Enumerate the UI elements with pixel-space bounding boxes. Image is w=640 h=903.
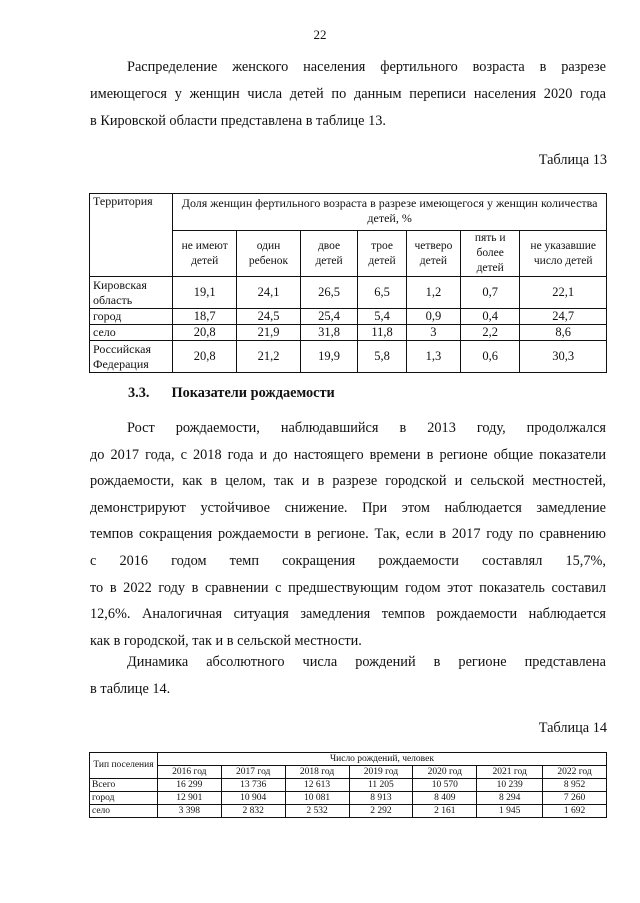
table14-row-label: город xyxy=(90,792,158,805)
table13-cell: 18,7 xyxy=(173,309,237,325)
table14-caption: Таблица 14 xyxy=(538,720,607,736)
table14 xyxy=(89,752,607,818)
body-paragraph xyxy=(90,415,606,654)
table13-col-header: четверо детей xyxy=(406,231,460,277)
table13-cell: 0,4 xyxy=(460,309,519,325)
table13 xyxy=(89,193,607,373)
text-line: Рост рождаемости, наблюдавшийся в 2013 году, продолжался xyxy=(127,420,606,436)
table14-cell: 8 294 xyxy=(477,792,543,805)
dynamics-paragraph xyxy=(90,649,606,703)
table13-cell: 31,8 xyxy=(300,325,357,341)
text-line: Динамика абсолютного числа рождений в регионе представлена xyxy=(127,654,606,670)
table13-col-header: не имеют детей xyxy=(173,231,237,277)
table14-row-label: Всего xyxy=(90,779,158,792)
table13-cell: 19,9 xyxy=(300,341,357,373)
table13-territory: Кировская область xyxy=(90,277,173,309)
table14-year-header: 2018 год xyxy=(285,766,349,779)
table14-cell: 2 532 xyxy=(285,805,349,818)
table-row xyxy=(90,341,607,373)
table14-cell: 16 299 xyxy=(157,779,221,792)
text-line: темпов сокращения рождаемости в регионе. Так, если в 2017 году по сравнению xyxy=(90,526,606,543)
table-row xyxy=(90,309,607,325)
table13-territory: село xyxy=(90,325,173,341)
table14-cell: 7 260 xyxy=(543,792,607,805)
table14-cell: 8 913 xyxy=(349,792,413,805)
table13-cell: 8,6 xyxy=(520,325,607,341)
table14-row-label: село xyxy=(90,805,158,818)
table13-cell: 24,1 xyxy=(237,277,301,309)
table14-cell: 11 205 xyxy=(349,779,413,792)
table13-col-header: двое детей xyxy=(300,231,357,277)
table14-cell: 1 692 xyxy=(543,805,607,818)
table13-cell: 24,7 xyxy=(520,309,607,325)
table13-cell: 21,9 xyxy=(237,325,301,341)
text-line: имеющегося у женщин числа детей по данным переписи населения 2020 года xyxy=(90,86,606,102)
table-row xyxy=(90,325,607,341)
text-line: демонстрируют устойчивое снижение. При этом наблюдается замедление xyxy=(90,499,606,516)
table13-cell: 22,1 xyxy=(520,277,607,309)
table14-cell: 1 945 xyxy=(477,805,543,818)
table14-cell: 10 081 xyxy=(285,792,349,805)
table13-cell: 25,4 xyxy=(300,309,357,325)
text-line: в таблице 14. xyxy=(90,681,171,697)
table14-cell: 10 570 xyxy=(413,779,477,792)
table13-cell: 26,5 xyxy=(300,277,357,309)
table13-cell: 20,8 xyxy=(173,325,237,341)
table14-year-header: 2020 год xyxy=(413,766,477,779)
section-title: Показатели рождаемости xyxy=(171,385,335,401)
table14-cell: 3 398 xyxy=(157,805,221,818)
table14-type-header: Тип поселения xyxy=(90,753,158,779)
section-number: 3.3. xyxy=(128,385,150,401)
table13-cell: 19,1 xyxy=(173,277,237,309)
table14-year-header: 2022 год xyxy=(543,766,607,779)
table13-cell: 1,2 xyxy=(406,277,460,309)
table13-cell: 11,8 xyxy=(358,325,407,341)
table-row xyxy=(90,792,607,805)
table13-cell: 21,2 xyxy=(237,341,301,373)
table13-cell: 6,5 xyxy=(358,277,407,309)
table14-year-header: 2021 год xyxy=(477,766,543,779)
section-heading xyxy=(128,385,335,402)
table13-col-header: трое детей xyxy=(358,231,407,277)
table14-cell: 2 161 xyxy=(413,805,477,818)
text-line: как в городской, так и в сельской местности. xyxy=(90,632,362,649)
text-line: рождаемости, как в целом, так и в разрезе городской и сельской местностей, xyxy=(90,473,606,490)
table13-cell: 30,3 xyxy=(520,341,607,373)
table14-cell: 12 613 xyxy=(285,779,349,792)
text-line: Распределение женского населения фертильного возраста в разрезе xyxy=(127,59,606,75)
table13-territory: город xyxy=(90,309,173,325)
page-number: 22 xyxy=(313,27,327,42)
table-row xyxy=(90,277,607,309)
table13-cell: 0,7 xyxy=(460,277,519,309)
text-line: в Кировской области представлена в таблице 13. xyxy=(90,113,386,129)
table-row xyxy=(90,805,607,818)
table14-cell: 2 292 xyxy=(349,805,413,818)
table13-cell: 0,9 xyxy=(406,309,460,325)
table13-cell: 0,6 xyxy=(460,341,519,373)
table14-cell: 2 832 xyxy=(221,805,285,818)
table13-cell: 5,8 xyxy=(358,341,407,373)
table14-cell: 10 904 xyxy=(221,792,285,805)
table13-cell: 20,8 xyxy=(173,341,237,373)
table13-group-header: Доля женщин фертильного возраста в разрезе имеющегося у женщин количества детей, % xyxy=(173,194,607,231)
intro-paragraph xyxy=(90,54,606,135)
table14-cell: 13 736 xyxy=(221,779,285,792)
table14-cell: 12 901 xyxy=(157,792,221,805)
table13-territory: Российская Федерация xyxy=(90,341,173,373)
table14-group-header: Число рождений, человек xyxy=(157,753,606,766)
table13-cell: 5,4 xyxy=(358,309,407,325)
table13-caption: Таблица 13 xyxy=(538,152,607,168)
table13-cell: 3 xyxy=(406,325,460,341)
table14-year-header: 2016 год xyxy=(157,766,221,779)
text-line: до 2017 года, с 2018 года и до настоящего времени в регионе общие показатели xyxy=(90,446,606,463)
table13-col-header: один ребенок xyxy=(237,231,301,277)
table13-cell: 24,5 xyxy=(237,309,301,325)
text-line: 12,6%. Аналогичная ситуация замедления темпов рождаемости наблюдается xyxy=(90,606,606,623)
table14-year-header: 2017 год xyxy=(221,766,285,779)
table13-col-header: не указавшие число детей xyxy=(520,231,607,277)
table14-year-header: 2019 год xyxy=(349,766,413,779)
table13-col-header: пять и более детей xyxy=(460,231,519,277)
table14-cell: 10 239 xyxy=(477,779,543,792)
table-row xyxy=(90,779,607,792)
table13-cell: 2,2 xyxy=(460,325,519,341)
text-line: то в 2022 году в сравнении с предшествующим годом этот показатель составил xyxy=(90,579,606,596)
table14-cell: 8 409 xyxy=(413,792,477,805)
table14-cell: 8 952 xyxy=(543,779,607,792)
text-line: с 2016 годом темп сокращения рождаемости составлял 15,7%, xyxy=(90,552,606,569)
table13-cell: 1,3 xyxy=(406,341,460,373)
table13-territory-header: Территория xyxy=(90,194,173,277)
